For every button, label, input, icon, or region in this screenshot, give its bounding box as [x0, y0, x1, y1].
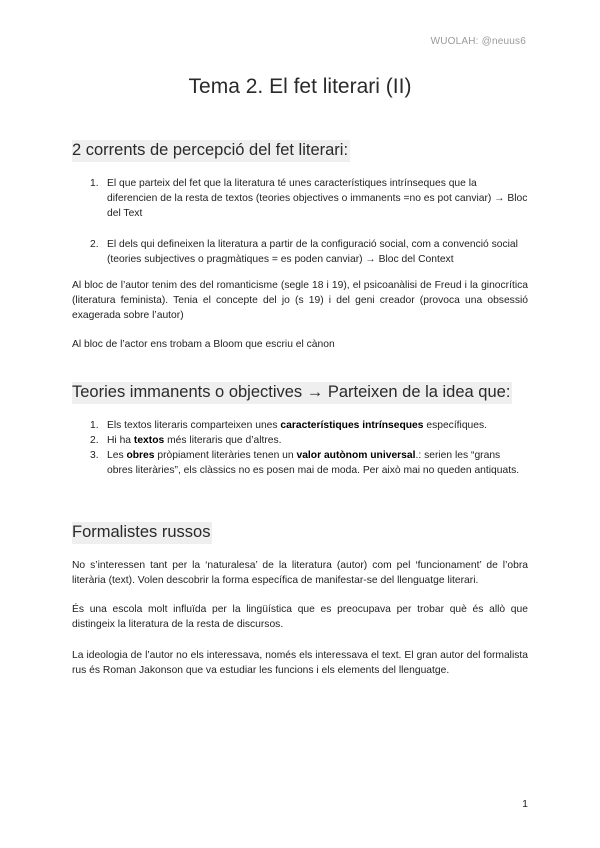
bold-term: característiques intrínseques [280, 420, 424, 431]
list-item-text: més literaris que d’altres. [164, 435, 282, 446]
list-item [72, 433, 528, 448]
list-item-text: .: serien les “grans obres literàries”, els clàssics no es posen mai de moda. Per això mai no queden antiquats. [107, 450, 520, 476]
list-number: 2. [90, 239, 99, 250]
list-item [72, 418, 528, 433]
bold-term: valor autònom universal [296, 450, 416, 461]
section-heading-formalistes: Formalistes russos [72, 522, 212, 544]
list-number: 1. [90, 420, 99, 431]
page-title: Tema 2. El fet literari (II) [188, 75, 412, 98]
list-item-text: pròpiament literàries tenen un [154, 450, 297, 461]
section-heading-corrents: 2 corrents de percepció del fet literari: [72, 140, 350, 162]
list-number: 2. [90, 435, 99, 446]
paragraph-formalistes-3: La ideologia de l’autor no els interessava, només els interessava el text. El gran autor del formalista rus és Roman Jakonson que va estudiar les funcions i els elements del llenguatge. [72, 650, 528, 676]
list-item-text: Les [107, 450, 127, 461]
list-item-text: El dels qui defineixen la literatura a partir de la configuració social, com a convenció social (teories subjectives o pragmàtiques = es poden canviar) → Bloc del Context [107, 239, 518, 265]
teories-list [72, 418, 528, 478]
corrents-list [72, 176, 528, 267]
list-item-text: Els textos literaris comparteixen unes [107, 420, 281, 431]
paragraph-formalistes-2: És una escola molt influïda per la lingüística que es preocupava per trobar què és allò que distingeix la literatura de la resta de discursos. [72, 604, 528, 630]
list-item-text: Hi ha [107, 435, 134, 446]
watermark: WUOLAH: @neuus6 [430, 36, 526, 47]
list-item-text: El que parteix del fet que la literatura té unes característiques intrínseques que la diferencien de la resta de textos (teories objectives o immanents =no es pot canviar) → Bloc del Text [107, 178, 528, 219]
bold-term: obres [126, 450, 155, 461]
page-number: 1 [522, 798, 528, 810]
list-item [72, 448, 528, 478]
list-number: 1. [90, 178, 99, 189]
list-item-text: específiques. [423, 420, 488, 431]
paragraph-bloc-autor: Al bloc de l’autor tenim des del romanticisme (segle 18 i 19), el psicoanàlisi de Freud i la ginocrítica (literatura feminista). Tenia el concepte del jo (s 19) i del geni creador (provoca una obsessió exagerada sobre l’autor) [72, 280, 528, 321]
list-item [72, 237, 528, 267]
paragraph-formalistes-1: No s’interessen tant per la ‘naturalesa’ de la literatura (autor) com pel ‘funcionament’ de l’obra literària (text). Volen descobrir la forma específica de manifestar-se del llenguatge literari. [72, 560, 528, 586]
section-heading-teories-immanents: Teories immanents o objectives → Parteixen de la idea que: [72, 382, 512, 404]
list-number: 3. [90, 450, 99, 461]
paragraph-bloc-actor: Al bloc de l’actor ens trobam a Bloom que escriu el cànon [72, 339, 335, 350]
bold-term: textos [133, 435, 165, 446]
list-item [72, 176, 528, 221]
